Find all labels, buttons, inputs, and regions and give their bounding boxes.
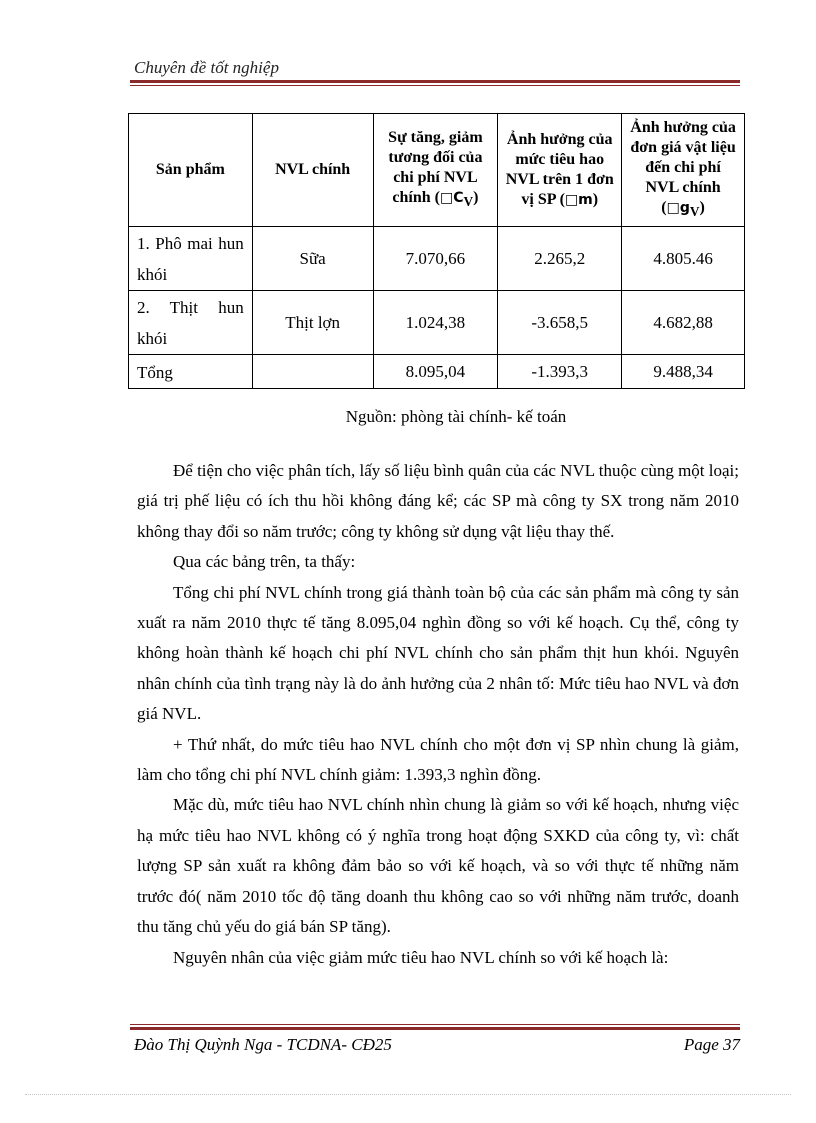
page-edge-dotted-line — [25, 1094, 791, 1095]
footer-rule-thick — [130, 1027, 740, 1030]
paragraph: + Thứ nhất, do mức tiêu hao NVL chính cho một đơn vị SP nhìn chung là giảm, làm cho tổng chi phí NVL chính giảm: 1.393,3 nghìn đồng. — [137, 734, 739, 785]
header-price-effect-text: Ảnh hưởng của đơn giá vật liệu đến chi phí NVL chính ( — [630, 118, 736, 216]
paragraph: Tổng chi phí NVL chính trong giá thành toàn bộ của các sản phẩm mà công ty sản xuất ra năm 2010 thực tế tăng 8.095,04 nghìn đồng so với kế hoạch. Cụ thể, công ty không hoàn thành kế hoạch chi phí NVL chính cho sản phẩm thịt hun khói. Nguyên nhân chính của tình trạng này là do ảnh hưởng của 2 nhân tố: Mức tiêu hao NVL và đơn giá NVL. — [137, 582, 739, 724]
header-usage-effect-text: Ảnh hưởng của mức tiêu hao NVL trên 1 đơn vị SP ( — [505, 131, 614, 208]
header-relative-change: Sự tăng, giảm tương đối của chi phí NVL chính $(□C_V)$ — [373, 114, 498, 227]
paragraph: Qua các bảng trên, ta thấy: — [173, 552, 356, 572]
header-product: Sản phẩm — [129, 114, 253, 227]
table-header-row — [129, 114, 745, 227]
total-relative-change: 8.095,04 — [373, 355, 498, 389]
body-text — [137, 456, 739, 973]
paragraph: Mặc dù, mức tiêu hao NVL chính nhìn chung là giảm so với kế hoạch, nhưng việc hạ mức tiêu hao NVL không có ý nghĩa trong hoạt động SXKD của công ty, vì: chất lượng SP sản xuất ra không đảm bảo so với kế hoạch, và so với thực tế những năm trước đó( năm 2010 tốc độ tăng doanh thu không cao so với những năm trước, doanh thu tăng chủ yếu do giá bán SP tăng). — [137, 795, 739, 937]
footer-rule — [130, 1024, 740, 1030]
header-relative-change-sub: V — [463, 194, 474, 210]
footer-page-number: Page 37 — [683, 1035, 740, 1054]
row-product: 2. Thịt hun khói — [129, 291, 253, 355]
row-price-effect: 4.682,88 — [622, 291, 745, 355]
row-usage-effect: 2.265,2 — [498, 227, 622, 291]
row-material: Sữa — [252, 227, 373, 291]
footer-rule-thin — [130, 1024, 740, 1025]
header-price-effect-sub: V — [689, 204, 700, 220]
paragraph: Để tiện cho việc phân tích, lấy số liệu bình quân của các NVL thuộc cùng một loại; giá trị phế liệu có ích thu hồi không đáng kể; các SP mà công ty SX trong năm 2010 không thay đổi so năm trước; công ty không sử dụng vật liệu thay thế. — [137, 461, 739, 541]
document-header-title: Chuyên đề tốt nghiệp — [134, 58, 279, 77]
row-relative-change: 7.070,66 — [373, 227, 498, 291]
table-row — [129, 291, 745, 355]
paragraph: Nguyên nhân của việc giảm mức tiêu hao NVL chính so với kế hoạch là: — [173, 947, 669, 967]
total-usage-effect: -1.393,3 — [498, 355, 622, 389]
header-rule-thick — [130, 80, 740, 83]
header-relative-change-text: Sự tăng, giảm tương đối của chi phí NVL chính ( — [388, 128, 483, 206]
total-material — [252, 355, 373, 389]
header-rule — [130, 80, 740, 86]
delta-box-symbol: □m — [564, 192, 593, 208]
row-material: Thịt lợn — [252, 291, 373, 355]
table-row — [129, 227, 745, 291]
row-product: 1. Phô mai hun khói — [129, 227, 253, 291]
delta-box-symbol: □C — [439, 189, 464, 206]
table-total-row — [129, 355, 745, 389]
delta-box-symbol: □g — [666, 199, 690, 216]
header-rule-thin — [130, 85, 740, 86]
table-source-note: Nguồn: phòng tài chính- kế toán — [345, 407, 567, 426]
header-material: NVL chính — [252, 114, 373, 227]
header-usage-effect: Ảnh hưởng của mức tiêu hao NVL trên 1 đơn vị SP (□m) — [498, 114, 622, 227]
total-label: Tổng — [129, 355, 253, 389]
row-relative-change: 1.024,38 — [373, 291, 498, 355]
row-usage-effect: -3.658,5 — [498, 291, 622, 355]
footer-author: Đào Thị Quỳnh Nga - TCDNA- CĐ25 — [134, 1035, 392, 1054]
header-price-effect: Ảnh hưởng của đơn giá vật liệu đến chi phí NVL chính $(□g_V)$ — [622, 114, 745, 227]
row-price-effect: 4.805.46 — [622, 227, 745, 291]
material-cost-table — [128, 113, 745, 389]
total-price-effect: 9.488,34 — [622, 355, 745, 389]
